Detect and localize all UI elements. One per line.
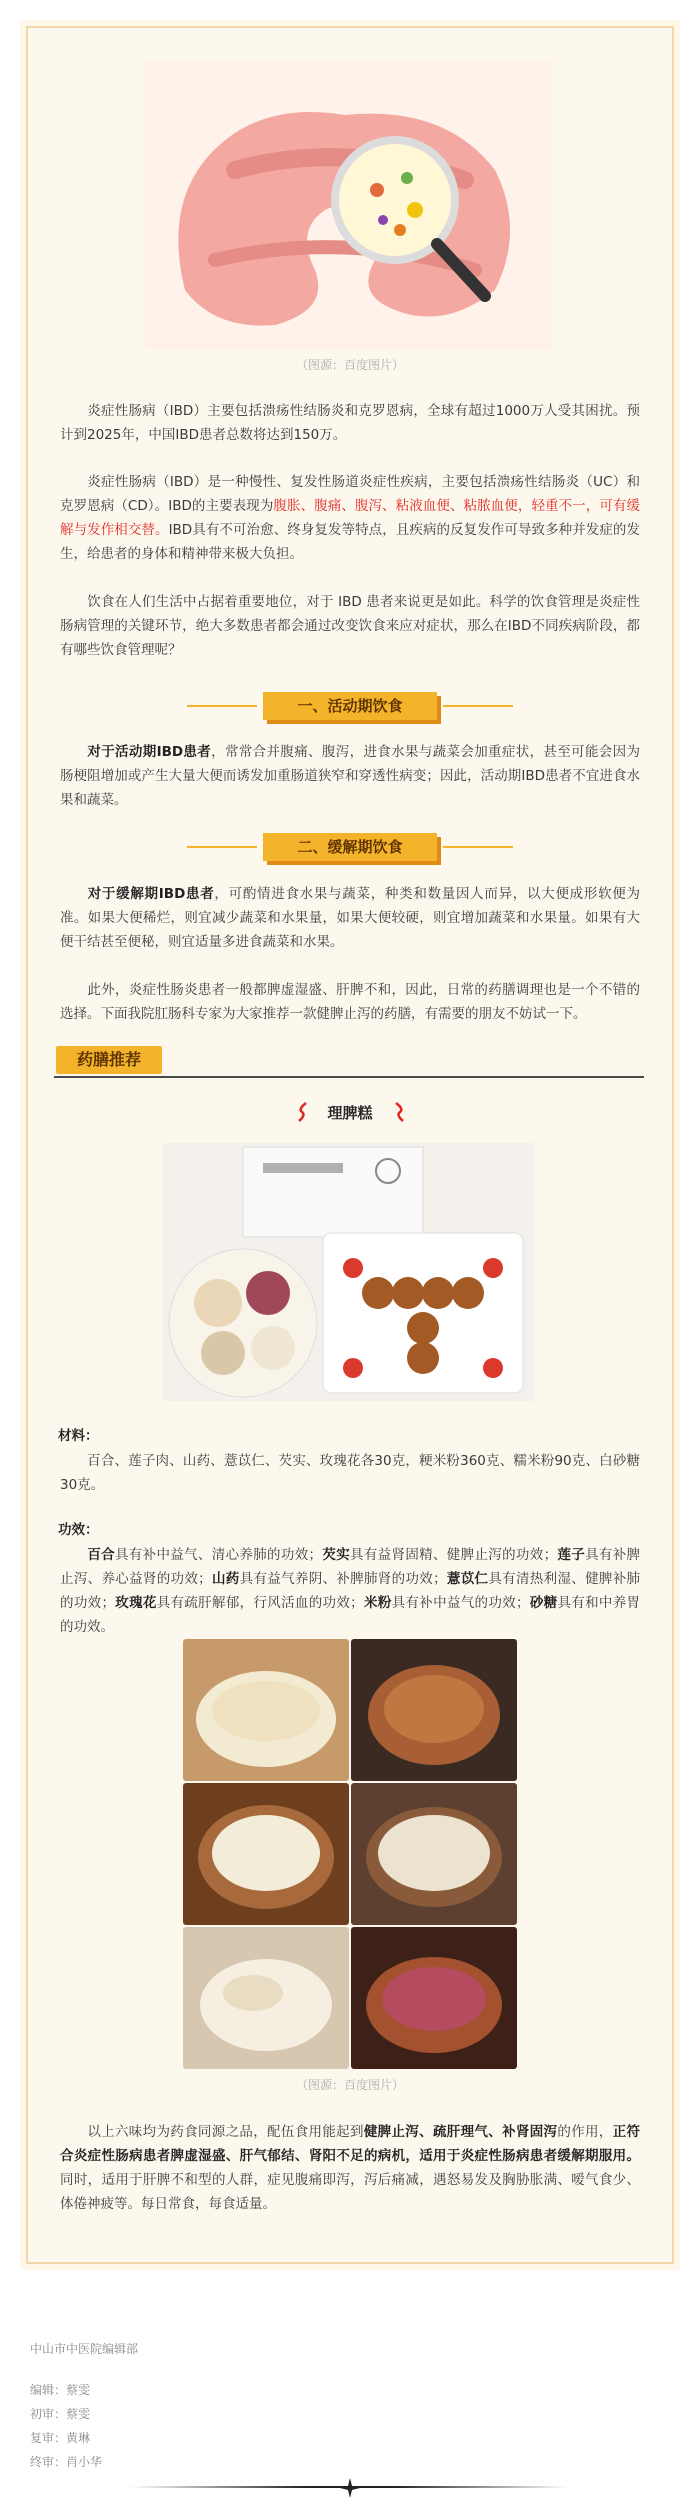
effects-text: 百合具有补中益气、清心养肺的功效；芡实具有益肾固精、健脾止泻的功效；莲子具有补脾止泻、养心益肾的功效；山药具有益气养阴、补脾肺肾的功效；薏苡仁具有清热利湿、健脾补肺的功效；玫瑰花具有疏肝解郁，行风活血的功效；米粉具有补中益气的功效；砂糖具有和中养胃的功效。 bbox=[60, 1547, 641, 1635]
editor-credit: 编辑：蔡雯 bbox=[30, 2383, 91, 2397]
effects-label: 功效： bbox=[58, 1522, 99, 1538]
second-review-credit: 复审：黄琳 bbox=[30, 2431, 91, 2445]
dish-photo bbox=[163, 1143, 535, 1401]
section-title-remission: 二、缓解期饮食 bbox=[263, 833, 437, 861]
dish-decoration-right bbox=[392, 1101, 406, 1127]
ingredient-rose bbox=[351, 1927, 517, 2069]
intro-paragraph: 炎症性肠病（IBD）主要包括溃疡性结肠炎和克罗恩病，全球有超过1000万人受其困扰。预计到2025年，中国IBD患者总数将达到150万。 bbox=[60, 403, 640, 443]
remission-stage-paragraph: 对于缓解期IBD患者，可酌情进食水果与蔬菜，种类和数量因人而异，以大便成形软便为准。如果大便稀烂，则宜减少蔬菜和水果量，如果大便较硬，则宜增加蔬菜和水果量。如果有大便干结甚至便秘，则宜适量多进食蔬菜和水果。 bbox=[60, 886, 640, 950]
active-stage-paragraph: 对于活动期IBD患者，常常合并腹痛、腹泻，进食水果与蔬菜会加重症状，甚至可能会因为肠梗阻增加或产生大量大便而诱发加重肠道狭窄和穿透性病变；因此，活动期IBD患者不宜进食水果和蔬菜。 bbox=[60, 744, 641, 808]
ingredient-coix-seed bbox=[351, 1783, 517, 1925]
section-title-active: 一、活动期饮食 bbox=[263, 692, 437, 720]
footer-ornament-icon bbox=[338, 2476, 362, 2504]
recipe-tag: 药膳推荐 bbox=[56, 1046, 162, 1074]
materials-text: 百合、莲子肉、山药、薏苡仁、芡实、玫瑰花各30克，粳米粉360克、糯米粉90克、白砂糖30克。 bbox=[60, 1453, 640, 1493]
first-review-credit: 初审：蔡雯 bbox=[30, 2407, 91, 2421]
organization-name: 中山市中医院编辑部 bbox=[30, 2342, 139, 2356]
herbal-diet-intro-paragraph: 此外，炎症性肠炎患者一般都脾虚湿盛、肝脾不和，因此，日常的药膳调理也是一个不错的选择。下面我院肛肠科专家为大家推荐一款健脾止泻的药膳，有需要的朋友不妨试一下。 bbox=[60, 982, 640, 1022]
recipe-header bbox=[54, 1042, 644, 1078]
materials-label: 材料： bbox=[58, 1428, 99, 1444]
image-caption: （图源：百度图片） bbox=[295, 358, 404, 372]
ingredient-lotus-seed bbox=[183, 1783, 349, 1925]
intestine-illustration bbox=[145, 60, 553, 350]
symptoms-highlight: 腹胀、腹痛、腹泻、粘液血便、粘脓血便，轻重不一，可有缓解与发作相交替。 bbox=[60, 498, 641, 538]
ingredient-yam bbox=[183, 1927, 349, 2069]
dish-name: 理脾糕 bbox=[327, 1104, 373, 1122]
ibd-description-paragraph: 炎症性肠病（IBD）是一种慢性、复发性肠道炎症性疾病，主要包括溃疡性结肠炎（UC）和克罗恩病（CD）。IBD的主要表现为腹胀、腹痛、腹泻、粘液血便、粘脓血便，轻重不一，可有缓解与发作相交替。IBD具有不可治愈、终身复发等特点，且疾病的反复发作可导致多种并发症的发生，给患者的身体和精神带来极大负担。 bbox=[60, 474, 641, 562]
final-review-credit: 终审：肖小华 bbox=[30, 2455, 103, 2469]
summary-paragraph: 以上六味均为药食同源之品，配伍食用能起到健脾止泻、疏肝理气、补肾固泻的作用，正符合炎症性肠病患者脾虚湿盛、肝气郁结、肾阳不足的病机，适用于炎症性肠病患者缓解期服用。同时，适用于肝脾不和型的人群，症见腹痛即泻，泻后痛减，遇怒易发及胸胁胀满、嗳气食少、体倦神疲等。每日常食，每食适量。 bbox=[60, 2124, 641, 2212]
collage-caption: （图源：百度图片） bbox=[295, 2078, 404, 2092]
ingredient-euryale bbox=[351, 1639, 517, 1781]
diet-intro-paragraph: 饮食在人们生活中占据着重要地位，对于 IBD 患者来说更是如此。科学的饮食管理是炎症性肠病管理的关键环节，绝大多数患者都会通过改变饮食来应对症状，那么在IBD不同疾病阶段，都有哪些饮食管理呢？ bbox=[60, 594, 640, 658]
ingredient-lily bbox=[183, 1639, 349, 1781]
